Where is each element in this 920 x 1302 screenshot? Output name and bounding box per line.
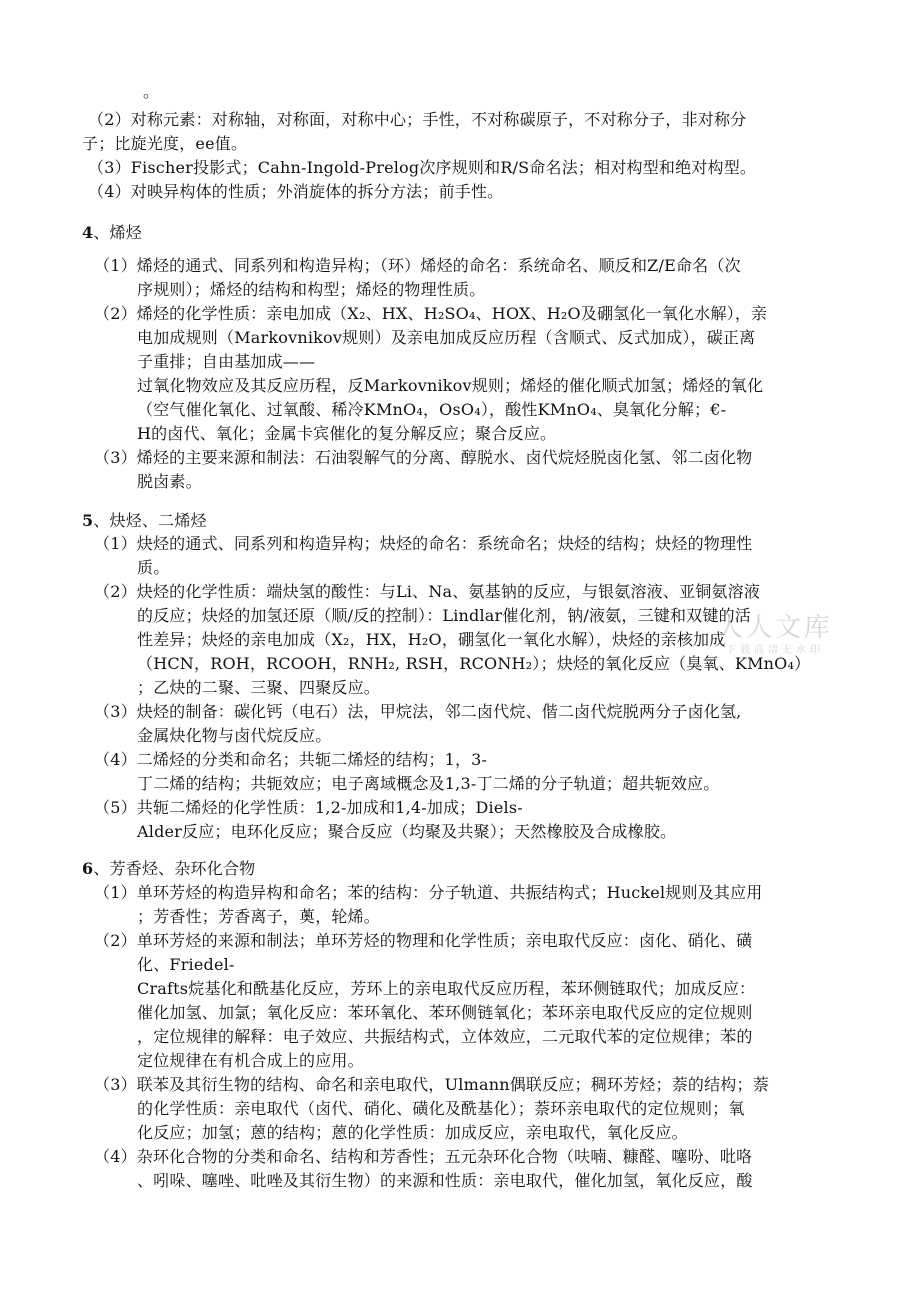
text-line: 。: [143, 82, 160, 101]
text-line: （3）烯烃的主要来源和制法：石油裂解气的分离、醇脱水、卤代烷烃脱卤化氢、邻二卤化物: [94, 448, 753, 467]
text-line: （4）杂环化合物的分类和命名、结构和芳香性；五元杂环化合物（呋喃、糠醛、噻吩、吡咯: [94, 1147, 753, 1166]
text-line: 质。: [137, 558, 170, 577]
text-line: （1）炔烃的通式、同系列和构造异构；炔烃的命名：系统命名；炔烃的结构；炔烃的物理性: [94, 534, 753, 553]
text-line: 序规则）；烯烃的结构和构型；烯烃的物理性质。: [137, 280, 486, 299]
text-line: 电加成规则（Markovnikov规则）及亲电加成反应历程（含顺式、反式加成），碳正离: [137, 328, 756, 347]
text-line: （3）联苯及其衍生物的结构、命名和亲电取代，Ulmann偶联反应；稠环芳烃；萘的结构；萘: [94, 1075, 769, 1094]
text-line: 催化加氢、加氯；氧化反应：苯环氧化、苯环侧链氧化；苯环亲电取代反应的定位规则: [137, 1003, 753, 1022]
section-number: 4: [82, 223, 94, 242]
text-line: ；乙炔的二聚、三聚、四聚反应。: [137, 678, 381, 697]
section-title: 、烯烃: [93, 223, 142, 242]
section-number: 6: [82, 859, 94, 878]
section-number: 5: [82, 511, 94, 530]
text-line: （1）烯烃的通式、同系列和构造异构；（环）烯烃的命名：系统命名、顺反和Z/E命名（次: [94, 256, 741, 275]
text-line: （4）对映异构体的性质；外消旋体的拆分方法；前手性。: [88, 182, 504, 201]
text-line: 脱卤素。: [137, 472, 202, 491]
section-heading: [82, 221, 142, 245]
text-line: （2）炔烃的化学性质：端炔氢的酸性：与Li、Na、氨基钠的反应，与银氨溶液、亚铜氨溶液: [94, 582, 761, 601]
text-line: Alder反应；电环化反应；聚合反应（均聚及共聚）；天然橡胶及合成橡胶。: [137, 822, 677, 841]
text-line: 化、Friedel-: [137, 955, 235, 974]
text-line: ，定位规律的解释：电子效应、共振结构式，立体效应，二元取代苯的定位规律；苯的: [137, 1027, 753, 1046]
section-heading: [82, 857, 255, 881]
text-line: 过氧化物效应及其反应历程，反Markovnikov规则；烯烃的催化顺式加氢；烯烃的氧化: [137, 376, 764, 395]
text-line: 化反应；加氢；蒽的结构；蒽的化学性质：加成反应，亲电取代，氧化反应。: [137, 1123, 688, 1142]
text-line: 定位规律在有机合成上的应用。: [137, 1051, 364, 1070]
section-title: 、芳香烃、杂环化合物: [93, 859, 256, 878]
text-line: （1）单环芳烃的构造异构和命名；苯的结构：分子轨道、共振结构式；Huckel规则及其应用: [94, 883, 763, 902]
text-line: （2）单环芳烃的来源和制法；单环芳烃的物理和化学性质；亲电取代反应：卤化、硝化、磺: [94, 931, 753, 950]
text-line: 金属炔化物与卤代烷反应。: [137, 726, 332, 745]
text-line: （3）炔烃的制备：碳化钙（电石）法，甲烷法，邻二卤代烷、偕二卤代烷脱两分子卤化氢,: [94, 702, 742, 721]
watermark-logo-text: 人人文库: [716, 613, 833, 643]
text-line: （3）Fischer投影式；Cahn-Ingold-Prelog次序规则和R/S命名法；相对构型和绝对构型。: [88, 158, 757, 177]
text-line: 性差异；炔烃的亲电加成（X₂，HX，H₂O，硼氢化一氧化水解），炔烃的亲核加成: [137, 630, 726, 649]
text-line: （空气催化氧化、过氧酸、稀冷KMnO₄，OsO₄），酸性KMnO₄、臭氧化分解；€-: [137, 400, 727, 419]
text-line: 子重排；自由基加成——: [137, 352, 316, 371]
section-heading: [82, 509, 207, 533]
text-line: H的卤代、氧化；金属卡宾催化的复分解反应；聚合反应。: [137, 424, 557, 443]
section-title: 、炔烃、二烯烃: [93, 511, 207, 530]
text-line: （2）对称元素：对称轴，对称面，对称中心；手性，不对称碳原子，不对称分子，非对称分: [88, 110, 747, 129]
text-line: 子；比旋光度，ee值。: [82, 134, 248, 153]
text-line: 的反应；炔烃的加氢还原（顺/反的控制）：Lindlar催化剂，钠/液氨，三键和双键的活: [137, 606, 751, 625]
text-line: ；芳香性；芳香离子，薁，轮烯。: [137, 907, 381, 926]
text-line: （4）二烯烃的分类和命名；共轭二烯烃的结构；1，3-: [94, 750, 488, 769]
text-line: 丁二烯的结构；共轭效应；电子离域概念及1,3-丁二烯的分子轨道；超共轭效应。: [137, 774, 720, 793]
text-line: Crafts烷基化和酰基化反应，芳环上的亲电取代反应历程，苯环侧链取代；加成反应：: [137, 979, 756, 998]
text-line: （HCN，ROH，RCOOH，RNH₂, RSH，RCONH₂）；炔烃的氧化反应（臭氧、KMnO₄）: [137, 654, 811, 673]
text-line: 的化学性质：亲电取代（卤代、硝化、磺化及酰基化）；萘环亲电取代的定位规则；氧: [137, 1099, 745, 1118]
text-line: 、吲哚、噻唑、吡唑及其衍生物）的来源和性质：亲电取代，催化加氢，氧化反应，酸: [137, 1171, 753, 1190]
text-line: （5）共轭二烯烃的化学性质：1,2-加成和1,4-加成；Diels-: [94, 798, 523, 817]
text-line: （2）烯烃的化学性质：亲电加成（X₂、HX、H₂SO₄、HOX、H₂O及硼氢化一氧化水解），亲: [94, 304, 768, 323]
watermark-subtitle: 下载高清无水印: [726, 645, 824, 656]
